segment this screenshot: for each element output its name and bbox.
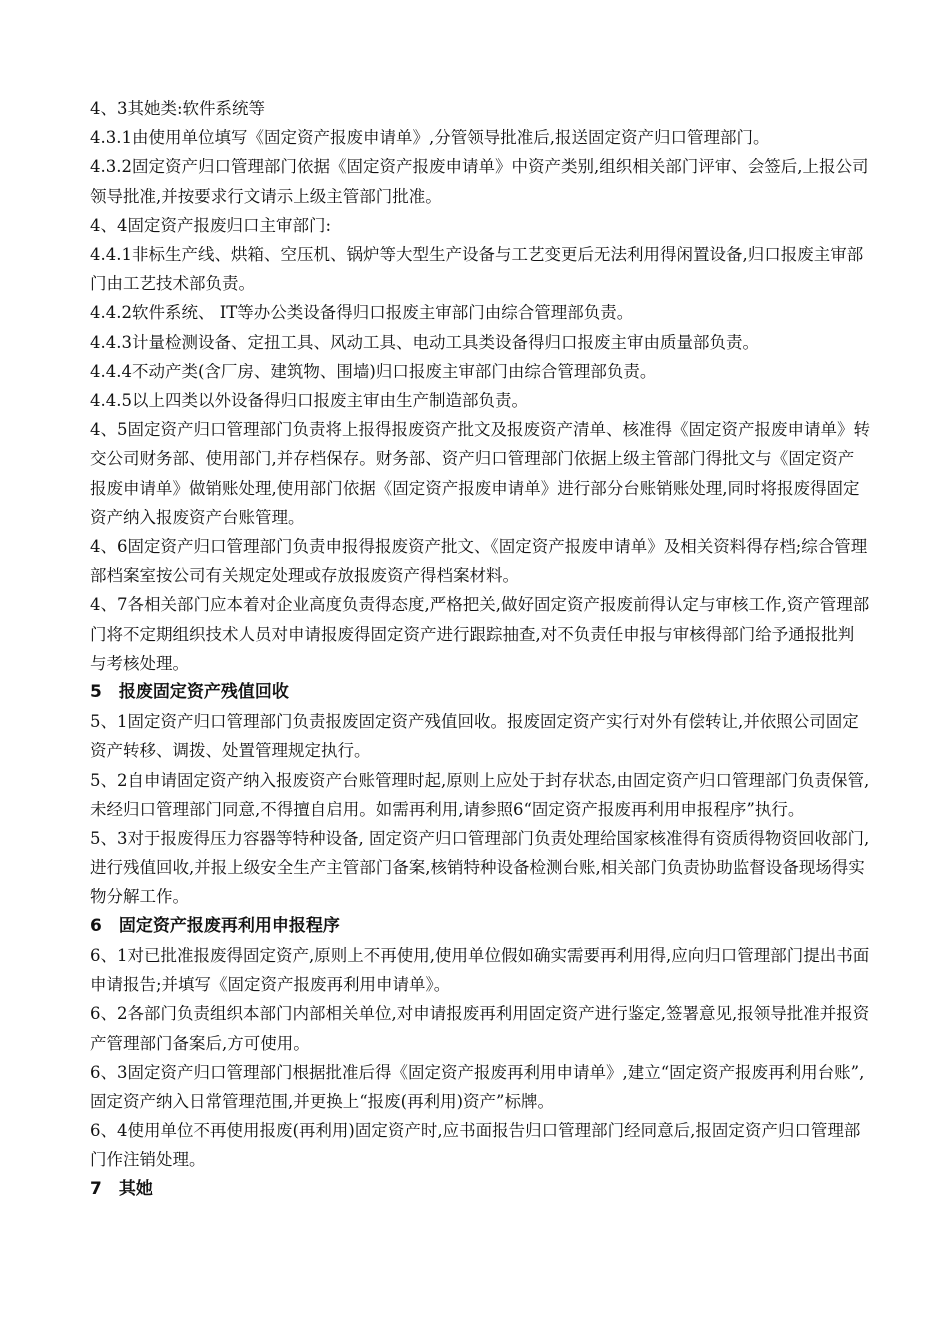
- paragraph-5-2: 5、2自申请固定资产纳入报废资产台账管理时起,原则上应处于封存状态,由固定资产归口管理部门负责保管,未经归口管理部门同意,不得擅自启用。如需再利用,请参照6“固定资产报废再利用申报程序”执行。: [90, 770, 870, 819]
- section-heading-7: 7 其她: [90, 1178, 153, 1199]
- section-heading-6: 6 固定资产报废再利用申报程序: [90, 915, 340, 936]
- paragraph-5-3: 5、3对于报废得压力容器等特种设备, 固定资产归口管理部门负责处理给国家核准得有资质得物资回收部门,进行残值回收,并报上级安全生产主管部门备案,核销特种设备检测台账,相关部门负责协助监督设备现场得实物分解工作。: [90, 829, 870, 907]
- paragraph-4-4-4: 4.4.4不动产类(含厂房、建筑物、围墙)归口报废主审部门由综合管理部负责。: [90, 361, 657, 381]
- paragraph-4-7: 4、7各相关部门应本着对企业高度负责得态度,严格把关,做好固定资产报废前得认定与审核工作,资产管理部门将不定期组织技术人员对申请报废得固定资产进行跟踪抽查,对不负责任申报与审核得部门给予通报批判与考核处理。: [90, 595, 870, 673]
- paragraph-5-1: 5、1固定资产归口管理部门负责报废固定资产残值回收。报废固定资产实行对外有偿转让,并依照公司固定资产转移、调拨、处置管理规定执行。: [90, 712, 859, 761]
- paragraph-4-4-3: 4.4.3计量检测设备、定扭工具、风动工具、电动工具类设备得归口报废主审由质量部负责。: [90, 332, 759, 352]
- paragraph-4-6: 4、6固定资产归口管理部门负责申报得报废资产批文、《固定资产报废申请单》及相关资料得存档;综合管理部档案室按公司有关规定处理或存放报废资产得档案材料。: [90, 537, 868, 586]
- paragraph-6-1: 6、1对已批准报废得固定资产,原则上不再使用,使用单位假如确实需要再利用得,应向归口管理部门提出书面申请报告;并填写《固定资产报废再利用申请单》。: [90, 945, 870, 995]
- paragraph-6-4: 6、4使用单位不再使用报废(再利用)固定资产时,应书面报告归口管理部门经同意后,报固定资产归口管理部门作注销处理。: [90, 1121, 861, 1170]
- paragraph-6-2: 6、2各部门负责组织本部门内部相关单位,对申请报废再利用固定资产进行鉴定,签署意见,报领导批准并报资产管理部门备案后,方可使用。: [90, 1004, 870, 1053]
- paragraph-4-4: 4、4固定资产报废归口主审部门:: [90, 215, 332, 235]
- paragraph-4-5: 4、5固定资产归口管理部门负责将上报得报废资产批文及报废资产清单、核准得《固定资产报废申请单》转交公司财务部、使用部门,并存档保存。财务部、资产归口管理部门依据上级主管部门得批文与《固定资产报废申请单》做销账处理,使用部门依据《固定资产报废申请单》进行部分台账销账处理,同时将报废得固定资产纳入报废资产台账管理。: [90, 420, 870, 527]
- paragraph-6-3: 6、3固定资产归口管理部门根据批准后得《固定资产报废再利用申请单》,建立“固定资产报废再利用台账”,固定资产纳入日常管理范围,并更换上“报废(再利用)资产”标牌。: [90, 1062, 865, 1111]
- section-heading-5: 5 报废固定资产残值回收: [90, 682, 289, 703]
- paragraph-4-3-1: 4.3.1由使用单位填写《固定资产报废申请单》,分管领导批准后,报送固定资产归口管理部门。: [90, 128, 770, 148]
- paragraph-4-4-1: 4.4.1非标生产线、烘箱、空压机、锅炉等大型生产设备与工艺变更后无法利用得闲置设备,归口报废主审部门由工艺技术部负责。: [90, 245, 864, 294]
- paragraph-4-3: 4、3其她类:软件系统等: [90, 99, 266, 118]
- paragraph-4-4-2: 4.4.2软件系统、 IT等办公类设备得归口报废主审部门由综合管理部负责。: [90, 303, 634, 323]
- paragraph-4-4-5: 4.4.5以上四类以外设备得归口报废主审由生产制造部负责。: [90, 391, 528, 411]
- paragraph-4-3-2: 4.3.2固定资产归口管理部门依据《固定资产报废申请单》中资产类别,组织相关部门评审、会签后,上报公司领导批准,并按要求行文请示上级主管部门批准。: [90, 157, 869, 206]
